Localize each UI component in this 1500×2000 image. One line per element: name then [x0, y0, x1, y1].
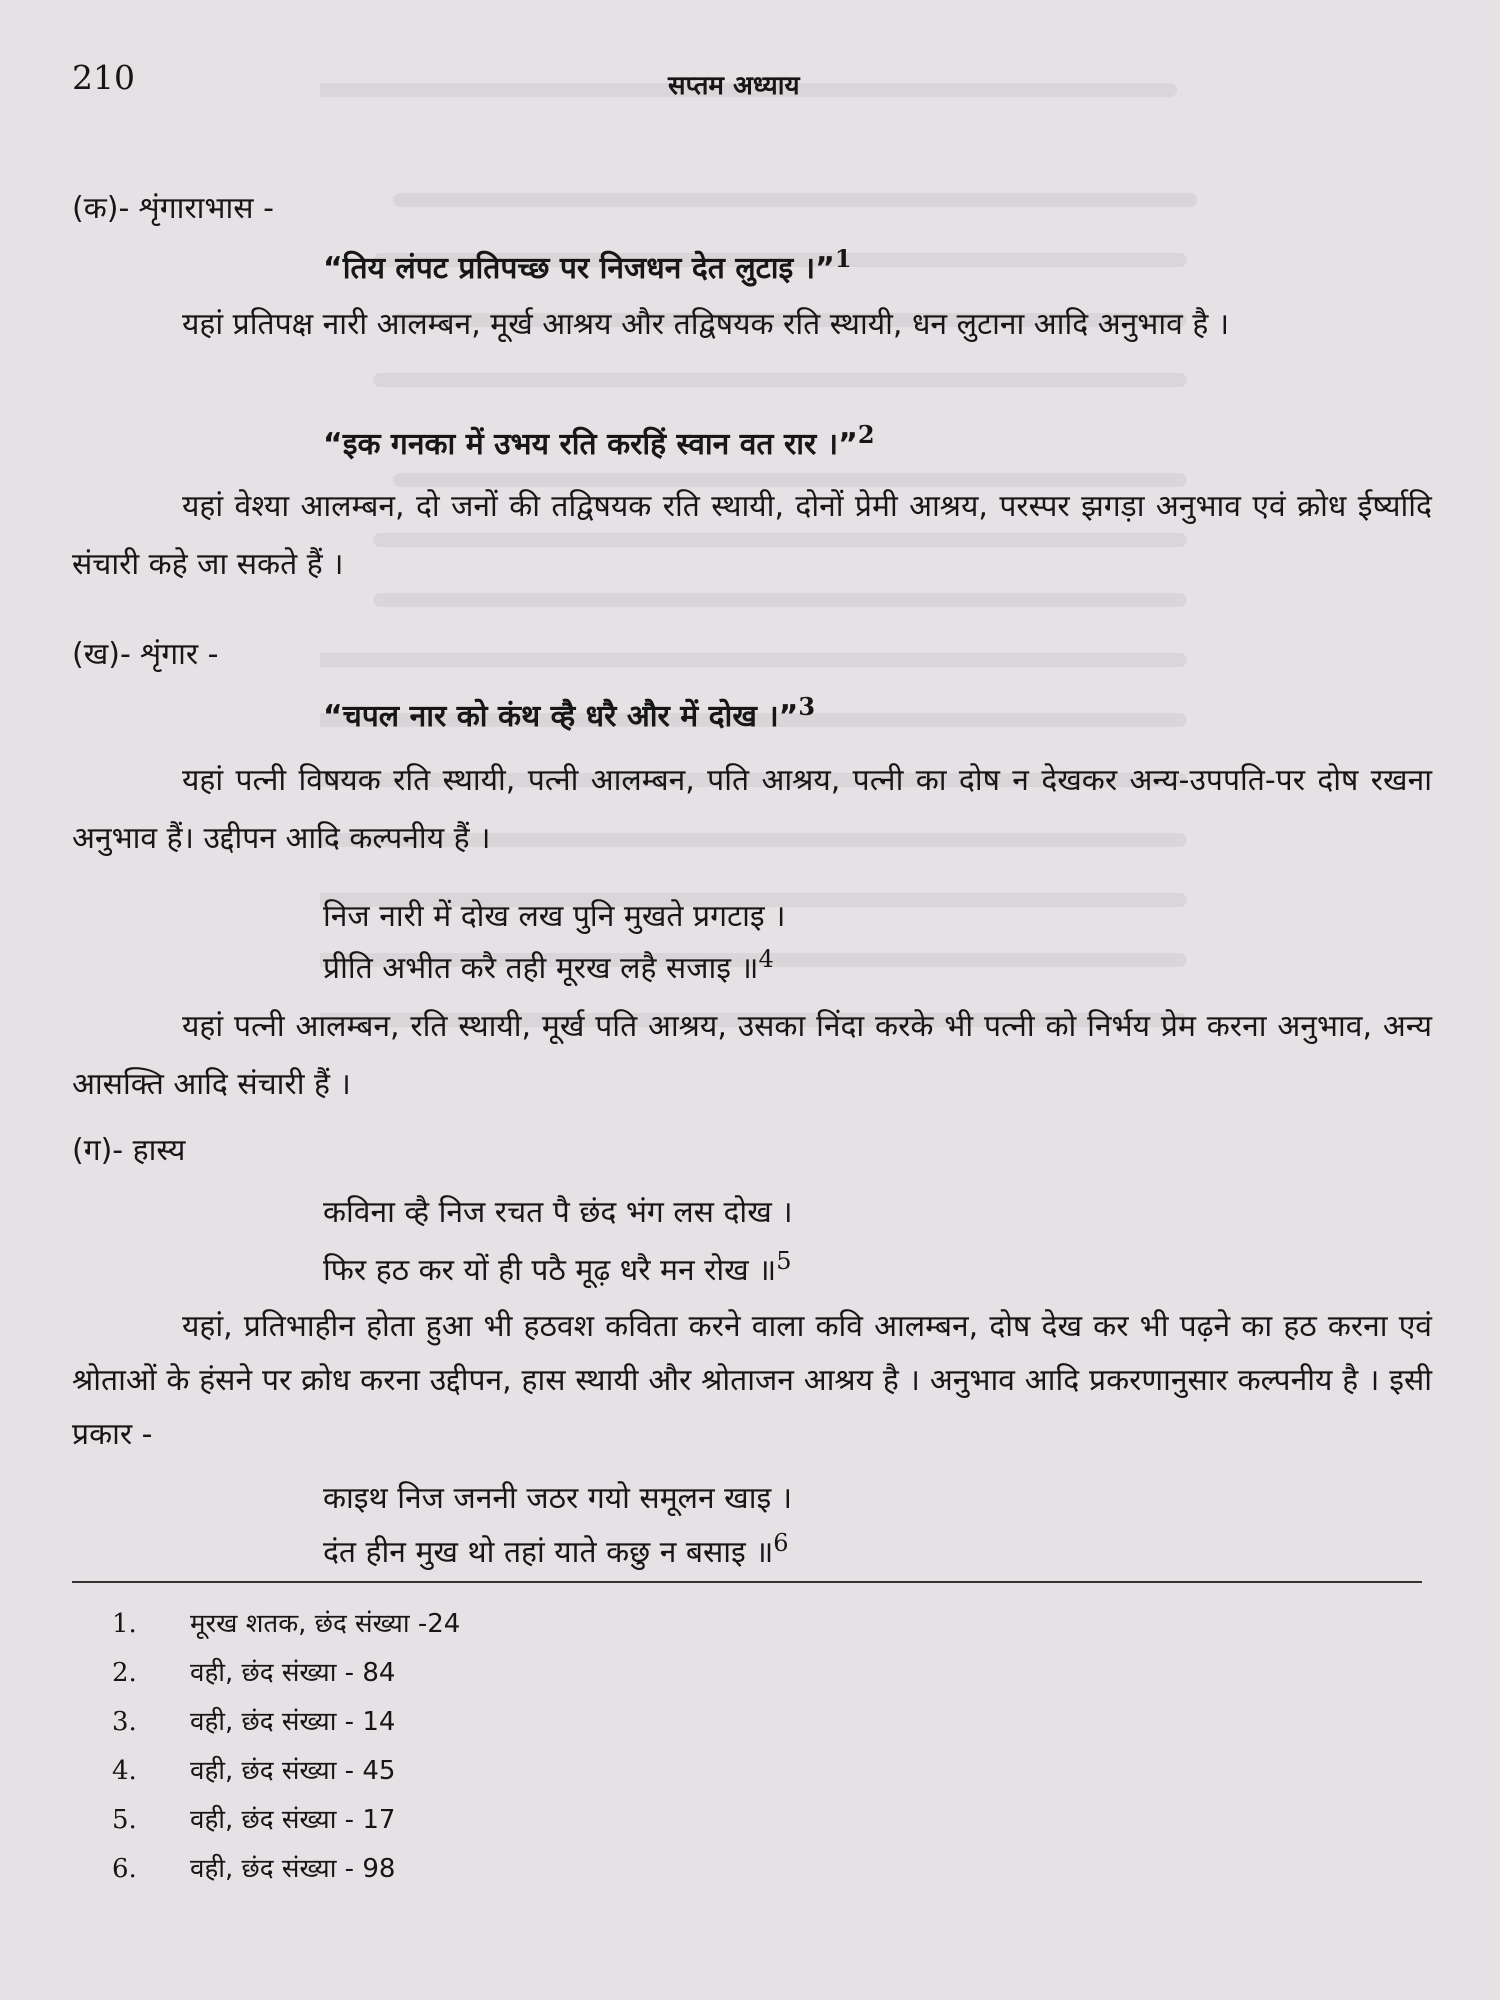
footnote-number: 4. — [112, 1756, 137, 1786]
section-ka-quote2 — [323, 422, 875, 463]
footnote-divider — [72, 1581, 1422, 1583]
footnote-text: मूरख शतक, छंद संख्या -24 — [190, 1609, 461, 1639]
section-ka-quote1 — [323, 246, 852, 287]
section-ga-heading: (ग)- हास्य — [72, 1133, 186, 1168]
quote-text: “चपल नार को कंथ व्है धरै और में दोख ।” — [323, 699, 799, 734]
section-ka-heading: (क)- शृंगाराभास - — [72, 191, 274, 226]
page-number: 210 — [72, 58, 135, 97]
section-kha-para1: यहां पत्नी विषयक रति स्थायी, पत्नी आलम्बन, पति आश्रय, पत्नी का दोष न देखकर अन्य-उपपति-पर दोष रखना अनुभाव हैं। उद्दीपन आदि कल्पनीय हैं । — [72, 763, 1432, 856]
footnote-text: वही, छंद संख्या - 17 — [190, 1805, 396, 1835]
footnote-item — [112, 1751, 395, 1787]
quote-ref: 1 — [834, 244, 852, 273]
verse-text: फिर हठ कर यों ही पठै मूढ़ धरै मन रोख ॥ — [323, 1253, 777, 1288]
verse-ref: 5 — [776, 1247, 792, 1275]
footnote-number: 5. — [112, 1805, 137, 1835]
chapter-title: सप्तम अध्याय — [668, 71, 800, 101]
quote-text: “तिय लंपट प्रतिपच्छ पर निजधन देत लुटाइ ।” — [323, 251, 835, 286]
footnote-text: वही, छंद संख्या - 84 — [190, 1658, 396, 1688]
quote-ref: 3 — [798, 692, 816, 721]
section-ka-para2: यहां वेश्या आलम्बन, दो जनों की तद्विषयक रति स्थायी, दोनों प्रेमी आश्रय, परस्पर झगड़ा अनुभाव एवं क्रोध ईर्ष्यादि संचारी कहे जा सकते हैं । — [72, 489, 1432, 582]
footnote-item — [112, 1653, 395, 1689]
quote-ref: 2 — [857, 420, 875, 449]
footnote-item — [112, 1849, 395, 1885]
footnote-text: वही, छंद संख्या - 45 — [190, 1756, 396, 1786]
section-kha-para2: यहां पत्नी आलम्बन, रति स्थायी, मूर्ख पति आश्रय, उसका निंदा करके भी पत्नी को निर्भय प्रेम करना अनुभाव, अन्य आसक्ति आदि संचारी हैं । — [72, 1009, 1432, 1102]
section-ga-verse2-line2 — [323, 1530, 789, 1571]
footnote-number: 1. — [112, 1609, 137, 1639]
quote-text: “इक गनका में उभय रति करहिं स्वान वत रार ।” — [323, 427, 858, 462]
section-kha-heading: (ख)- शृंगार - — [72, 637, 219, 672]
footnote-item — [112, 1800, 395, 1836]
footnote-item — [112, 1702, 395, 1738]
verse-text: प्रीति अभीत करै तही मूरख लहै सजाइ ॥ — [323, 951, 759, 986]
footnote-number: 3. — [112, 1707, 137, 1737]
section-ga-verse-line2 — [323, 1248, 792, 1289]
verse-ref: 6 — [773, 1529, 789, 1557]
footnote-text: वही, छंद संख्या - 98 — [190, 1854, 396, 1884]
verse-text: दंत हीन मुख थो तहां याते कछु न बसाइ ॥ — [323, 1535, 774, 1570]
footnote-number: 6. — [112, 1854, 137, 1884]
section-ka-para1: यहां प्रतिपक्ष नारी आलम्बन, मूर्ख आश्रय और तद्विषयक रति स्थायी, धन लुटाना आदि अनुभाव है । — [182, 307, 1230, 342]
section-ga-para1: यहां, प्रतिभाहीन होता हुआ भी हठवश कविता करने वाला कवि आलम्बन, दोष देख कर भी पढ़ने का हठ करना एवं श्रोताओं के हंसने पर क्रोध करना उद्दीपन, हास स्थायी और श्रोताजन आश्रय है । अनुभाव आदि प्रकरणानुसार कल्पनीय है । इसी प्रकार - — [72, 1309, 1432, 1452]
section-ga-verse2-line1: काइथ निज जननी जठर गयो समूलन खाइ । — [323, 1481, 793, 1516]
verse-ref: 4 — [758, 945, 774, 973]
section-kha-quote1 — [323, 694, 815, 735]
section-kha-verse-line2 — [323, 946, 774, 987]
section-ga-verse-line1: कविना व्है निज रचत पै छंद भंग लस दोख । — [323, 1195, 793, 1230]
footnote-item — [112, 1604, 460, 1640]
footnote-number: 2. — [112, 1658, 137, 1688]
footnote-text: वही, छंद संख्या - 14 — [190, 1707, 396, 1737]
section-kha-verse-line1: निज नारी में दोख लख पुनि मुखते प्रगटाइ । — [323, 899, 786, 934]
